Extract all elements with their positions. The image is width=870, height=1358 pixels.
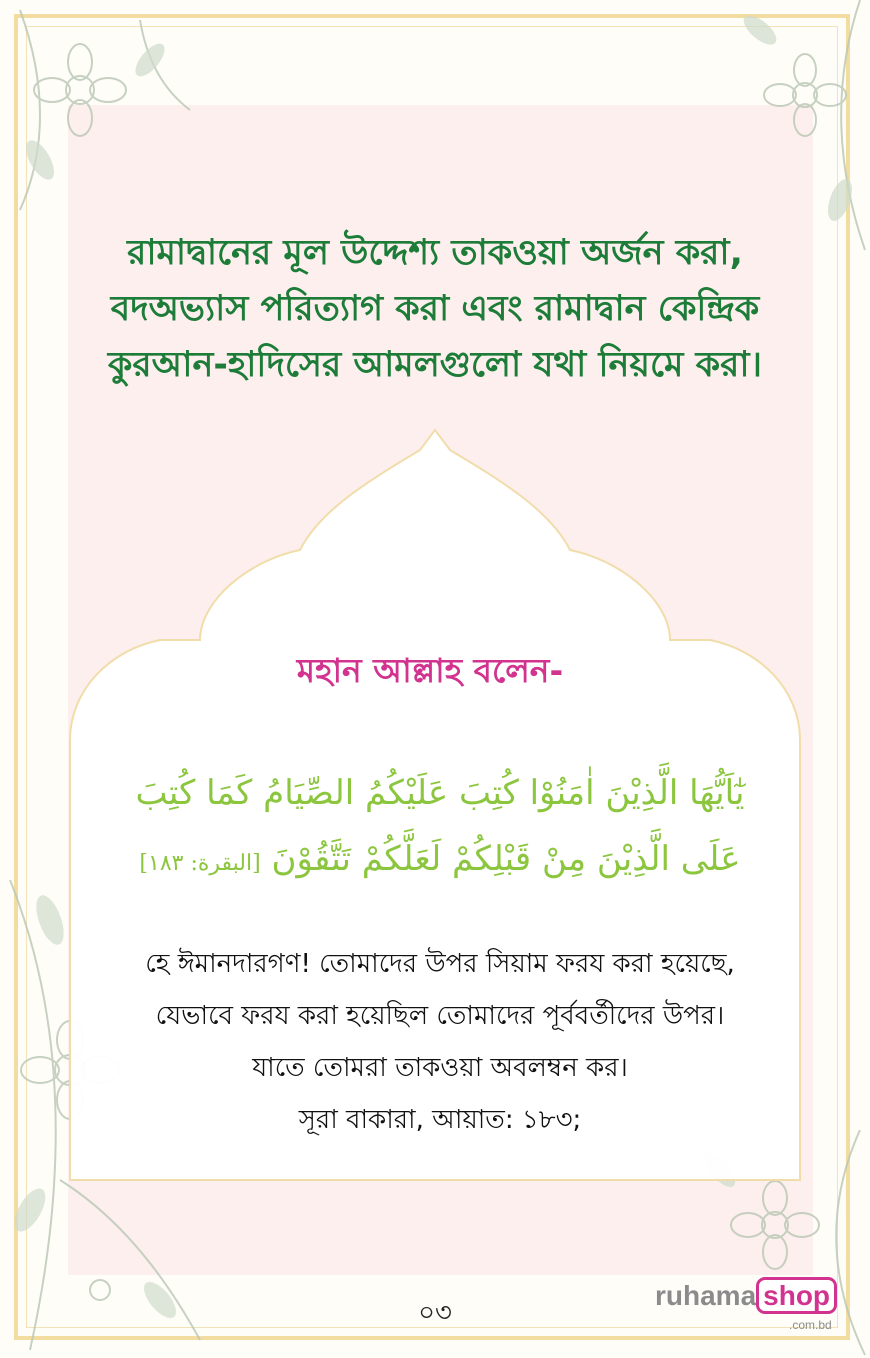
translation-citation: সূরা বাকারা, আয়াত: ১৮৩; [298,1105,582,1135]
verse-reference: [البقرة: ١٨٣] [139,851,261,876]
page-number: ০৩ [418,1298,452,1328]
translation [70,938,810,1146]
arabic-line-2 [95,826,785,897]
arabic-line: يٰٓاَيُّهَا الَّذِيْنَ اٰمَنُوْا كُتِبَ عَلَيْكُمُ الصِّيَامُ كَمَا كُتِبَ [135,773,745,813]
arabic-line: عَلَى الَّذِيْنَ مِنْ قَبْلِكُمْ لَعَلَّكُمْ تَتَّقُوْنَ [271,839,741,879]
brand-domain: .com.bd [789,1318,832,1332]
arabic-verse [95,760,785,897]
headline-line: কুরআন-হাদিসের আমলগুলো যথা নিয়মে করা। [107,345,763,385]
section-title: মহান আল্লাহ বলেন- [296,651,564,690]
brand-name: ruhama [655,1280,757,1311]
translation-line: যাতে তোমরা তাকওয়া অবলম্বন কর। [252,1053,628,1083]
headline [60,225,810,393]
translation-line: যেভাবে ফরয করা হয়েছিল তোমাদের পূর্ববর্তীদের উপর। [155,1001,725,1031]
headline-line: রামাদ্বানের মূল উদ্দেশ্য তাকওয়া অর্জন করা, [127,233,743,273]
translation-line: হে ঈমানদারগণ! তোমাদের উপর সিয়াম ফরয করা হয়েছে, [145,949,735,979]
brand-shop: shop [756,1277,837,1314]
brand-logo [655,1280,837,1312]
headline-line: বদঅভ্যাস পরিত্যাগ করা এবং রামাদ্বান কেন্দ্রিক [110,289,760,329]
